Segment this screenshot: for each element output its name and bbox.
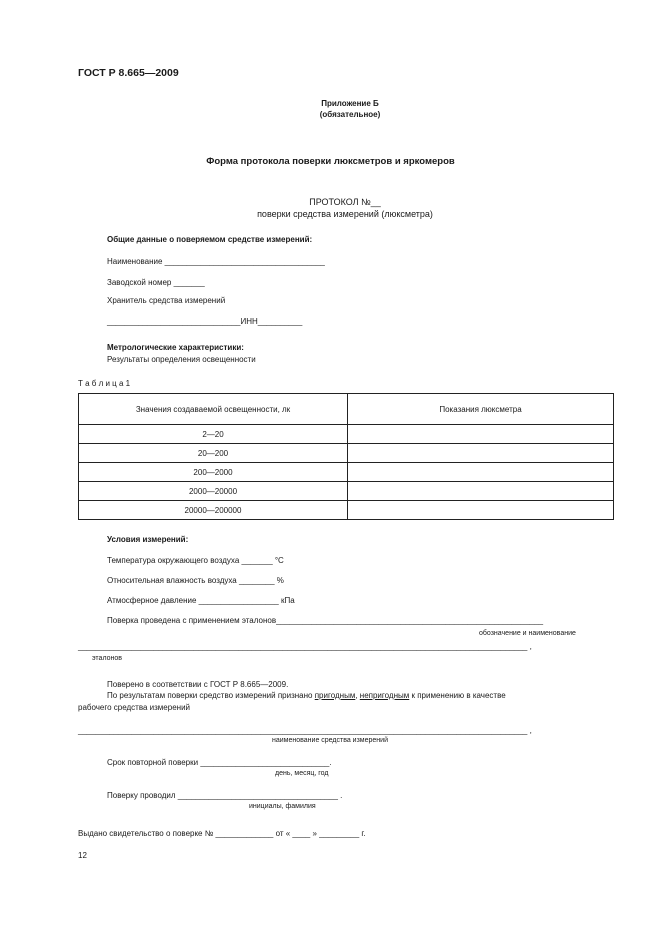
- protocol-subtitle: поверки средства измерений (люксметра): [257, 209, 433, 219]
- temperature-field: Температура окружающего воздуха _______ °С: [107, 556, 284, 565]
- certificate-field: Выдано свидетельство о поверке № _____________ от « ____ » _________ г.: [78, 829, 366, 838]
- humidity-field: Относительная влажность воздуха ________ %: [107, 576, 284, 585]
- form-title: Форма протокола поверки люксметров и яркомеров: [206, 156, 455, 167]
- result-text-end: к применению в качестве: [409, 691, 506, 700]
- next-verification-field: Срок повторной поверки _____________________________.: [107, 758, 332, 767]
- standards-continuation-line: _____________________________________________________________________________________________________ ,: [78, 642, 532, 651]
- serial-number-field: Заводской номер _______: [107, 278, 205, 287]
- appendix-subtitle: (обязательное): [319, 110, 381, 119]
- table-row: [79, 425, 614, 444]
- standards-hint: обозначение и наименование: [479, 630, 576, 637]
- performer-field: Поверку проводил ____________________________________ .: [107, 791, 343, 800]
- table-cell-reading: [348, 501, 614, 520]
- unsuitable-option: непригодным: [359, 691, 410, 700]
- page-number: 12: [78, 851, 87, 860]
- table-cell-reading: [348, 482, 614, 501]
- table-row: [79, 482, 614, 501]
- table-cell-reading: [348, 463, 614, 482]
- appendix-title: Приложение Б: [321, 99, 379, 108]
- next-verification-hint: день, месяц, год: [275, 770, 329, 777]
- keeper-inn-field: ______________________________ИНН__________: [107, 317, 303, 326]
- table-cell-range: 20000—200000: [79, 501, 348, 520]
- table-caption: Т а б л и ц а 1: [78, 379, 131, 388]
- table-header-readings: Показания люксметра: [348, 394, 614, 425]
- pressure-field: Атмосферное давление __________________ кПа: [107, 596, 295, 605]
- illuminance-table: [78, 393, 614, 520]
- document-header: ГОСТ Р 8.665—2009: [78, 67, 179, 79]
- table-row: [79, 444, 614, 463]
- metrology-subheading: Результаты определения освещенности: [107, 355, 256, 364]
- table-header-illuminance: Значения создаваемой освещенности, лк: [79, 394, 348, 425]
- conditions-heading: Условия измерений:: [107, 535, 189, 544]
- verification-result-line3: рабочего средства измерений: [78, 703, 191, 712]
- name-field: Наименование ____________________________________: [107, 257, 325, 266]
- table-cell-range: 2000—20000: [79, 482, 348, 501]
- table-cell-range: 2—20: [79, 425, 348, 444]
- instrument-name-line: _____________________________________________________________________________________________________ ,: [78, 726, 532, 735]
- table-cell-reading: [348, 425, 614, 444]
- standards-field: Поверка проведена с применением эталонов____________________________________________________________: [107, 616, 544, 625]
- keeper-label: Хранитель средства измерений: [107, 296, 226, 305]
- instrument-name-hint: наименование средства измерений: [272, 737, 388, 744]
- table-row: [79, 501, 614, 520]
- table-cell-range: 20—200: [79, 444, 348, 463]
- performer-hint: инициалы, фамилия: [249, 803, 316, 810]
- general-heading: Общие данные о поверяемом средстве измерений:: [107, 235, 313, 244]
- result-separator: ,: [355, 691, 360, 700]
- verification-statement: Поверено в соответствии с ГОСТ Р 8.665—2009.: [107, 680, 289, 689]
- verification-result: [107, 691, 506, 700]
- protocol-title: ПРОТОКОЛ №__: [309, 197, 381, 207]
- table-row: [79, 463, 614, 482]
- suitable-option: пригодным: [314, 691, 356, 700]
- metrology-heading: Метрологические характеристики:: [107, 343, 244, 352]
- standards-tail: эталонов: [92, 655, 122, 662]
- table-cell-range: 200—2000: [79, 463, 348, 482]
- table-cell-reading: [348, 444, 614, 463]
- result-text-start: По результатам поверки средство измерений признано: [107, 691, 315, 700]
